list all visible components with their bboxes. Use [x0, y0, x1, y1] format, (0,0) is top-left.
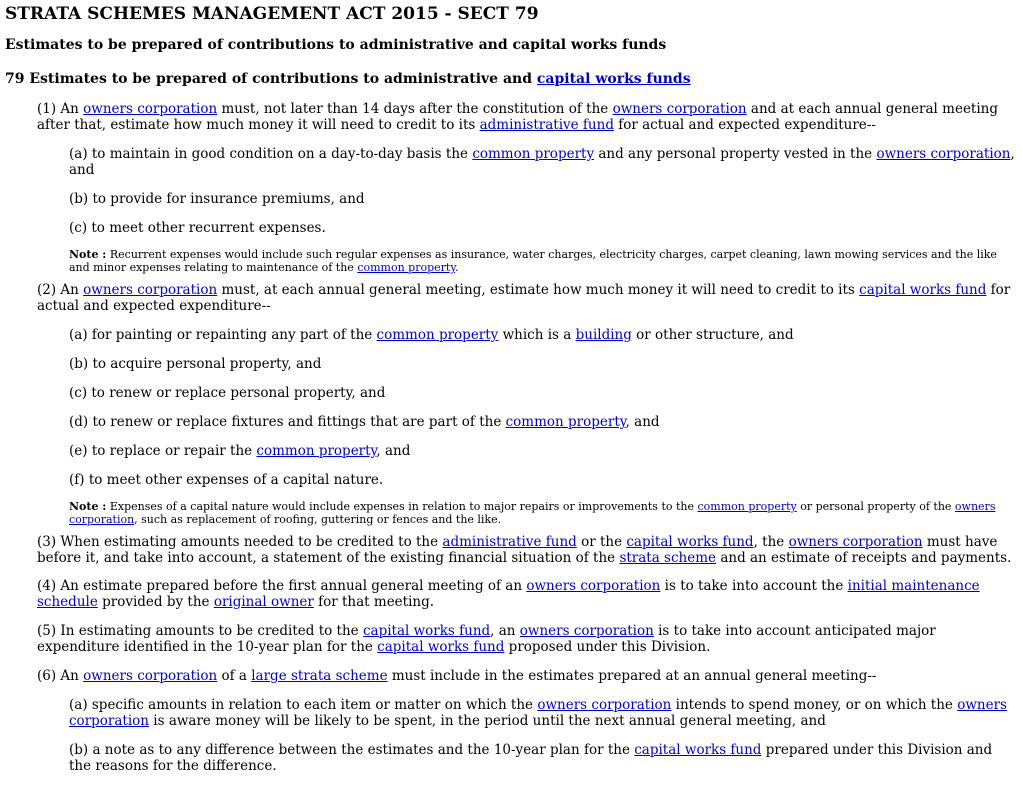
capital-works-fund-link[interactable]: capital works fund [362, 623, 491, 639]
owners-corporation-link[interactable]: owners corporation [526, 578, 661, 594]
note-label: Note : [69, 248, 107, 261]
capital-works-fund-link[interactable]: capital works fund [626, 534, 754, 550]
common-property-link[interactable]: common property [697, 500, 797, 513]
paragraph-2a [5, 327, 1017, 343]
owners-corporation-link[interactable]: owners corporation [69, 500, 996, 526]
text: for that meeting. [313, 594, 435, 610]
owners-corporation-link[interactable]: owners corporation [83, 101, 218, 117]
owners-corporation-link[interactable]: owners corporation [612, 101, 747, 117]
owners-corporation-link[interactable]: owners corporation [537, 697, 672, 713]
text: intends to spend money, or on which the [671, 697, 958, 713]
owners-corporation-link[interactable]: owners corporation [876, 146, 1011, 162]
text: and an estimate of receipts and payments. [716, 550, 1012, 566]
capital-works-funds-link[interactable]: capital works funds [536, 71, 691, 87]
text: , the [753, 534, 789, 550]
text: must, at each annual general meeting, estimate how much money it will need to credit to its [217, 282, 860, 298]
text: proposed under this Division. [504, 639, 711, 655]
paragraph-2f: (f) to meet other expenses of a capital nature. [69, 472, 384, 488]
note-label: Note : [69, 500, 107, 513]
subsection-2 [5, 282, 1017, 314]
text: , such as replacement of roofing, guttering or fences and the like. [134, 513, 502, 526]
text: (6) An [37, 668, 84, 684]
large-strata-scheme-link[interactable]: large strata scheme [251, 668, 388, 684]
common-property-link[interactable]: common property [505, 414, 626, 430]
administrative-fund-link[interactable]: administrative fund [442, 534, 577, 550]
text: (3) When estimating amounts needed to be credited to the [37, 534, 443, 550]
text: (1) An [37, 101, 84, 117]
common-property-link[interactable]: common property [376, 327, 499, 343]
text: . [455, 261, 459, 274]
paragraph-2b: (b) to acquire personal property, and [69, 356, 322, 372]
text: which is a [498, 327, 576, 343]
text: or personal property of the [796, 500, 955, 513]
paragraph-2c: (c) to renew or replace personal property, and [69, 385, 386, 401]
text: and at each annual general meeting after that, estimate how much money it will need to credit to its [37, 101, 999, 133]
capital-works-fund-link[interactable]: capital works fund [859, 282, 987, 298]
strata-scheme-link[interactable]: strata scheme [619, 550, 717, 566]
subsection-4 [5, 578, 1017, 610]
text: is to take into account the [660, 578, 848, 594]
text: provided by the [97, 594, 214, 610]
initial-maintenance-schedule-link[interactable]: initial maintenance schedule [37, 578, 980, 610]
subsection-3 [5, 534, 1017, 566]
text: or the [576, 534, 627, 550]
text: , and [376, 443, 411, 459]
paragraph-1a [5, 146, 1017, 178]
paragraph-6a [5, 697, 1017, 729]
building-link[interactable]: building [575, 327, 632, 343]
text: for actual and expected expenditure-- [37, 282, 1011, 314]
common-property-link[interactable]: common property [256, 443, 377, 459]
text: (e) to replace or repair the [69, 443, 257, 459]
text: (a) for painting or repainting any part of the [69, 327, 377, 343]
text: must include in the estimates prepared at an annual general meeting-- [387, 668, 877, 684]
section-heading [5, 70, 1017, 88]
owners-corporation-link[interactable]: owners corporation [83, 282, 218, 298]
administrative-fund-link[interactable]: administrative fund [479, 117, 614, 133]
subsection-5 [5, 623, 1017, 655]
subsection-1 [5, 101, 1017, 133]
paragraph-1c: (c) to meet other recurrent expenses. [69, 220, 326, 236]
paragraph-2e [5, 443, 1017, 459]
text: for actual and expected expenditure-- [613, 117, 876, 133]
text: , an [490, 623, 520, 639]
text: Recurrent expenses would include such regular expenses as insurance, water charges, electricity charges, carpet cleaning, lawn mowing services and the like and minor expenses relating to maintenance of the [69, 248, 997, 274]
text: and any personal property vested in the [594, 146, 877, 162]
text: , and [625, 414, 660, 430]
text: must have before it, and take into account, a statement of the existing financial situation of the [37, 534, 998, 566]
text: Expenses of a capital nature would include expenses in relation to major repairs or improvements to the [106, 500, 698, 513]
paragraph-2d [5, 414, 1017, 430]
capital-works-fund-link[interactable]: capital works fund [377, 639, 505, 655]
text: (a) to maintain in good condition on a day-to-day basis the [69, 146, 473, 162]
text: (a) specific amounts in relation to each item or matter on which the [69, 697, 538, 713]
text: or other structure, and [631, 327, 794, 343]
common-property-link[interactable]: common property [472, 146, 595, 162]
text: (5) In estimating amounts to be credited to the [37, 623, 363, 639]
document-subtitle: Estimates to be prepared of contributions to administrative and capital works funds [5, 37, 667, 53]
text: of a [217, 668, 252, 684]
text: prepared under this Division and the reasons for the difference. [69, 742, 993, 774]
text: is aware money will be likely to be spent, in the period until the next annual general meeting, and [148, 713, 826, 729]
document-title: STRATA SCHEMES MANAGEMENT ACT 2015 - SECT 79 [5, 4, 539, 24]
text: is to take into account anticipated major expenditure identified in the 10-year plan for the [37, 623, 936, 655]
note-2 [5, 500, 1017, 526]
text: (d) to renew or replace fixtures and fittings that are part of the [69, 414, 506, 430]
subsection-6 [5, 668, 1017, 684]
text: , and [69, 146, 1015, 178]
text: (b) a note as to any difference between the estimates and the 10-year plan for the [69, 742, 635, 758]
text: must, not later than 14 days after the constitution of the [217, 101, 613, 117]
owners-corporation-link[interactable]: owners corporation [788, 534, 923, 550]
note-1 [5, 248, 1017, 274]
section-heading-text: 79 Estimates to be prepared of contributions to administrative and [5, 71, 537, 87]
owners-corporation-link[interactable]: owners corporation [519, 623, 654, 639]
paragraph-6b [5, 742, 1017, 774]
owners-corporation-link[interactable]: owners corporation [83, 668, 218, 684]
text: (4) An estimate prepared before the first annual general meeting of an [37, 578, 527, 594]
owners-corporation-link[interactable]: owners corporation [69, 697, 1007, 729]
text: (2) An [37, 282, 84, 298]
original-owner-link[interactable]: original owner [213, 594, 314, 610]
capital-works-fund-link[interactable]: capital works fund [634, 742, 762, 758]
common-property-link[interactable]: common property [357, 261, 456, 274]
paragraph-1b: (b) to provide for insurance premiums, and [69, 191, 365, 207]
